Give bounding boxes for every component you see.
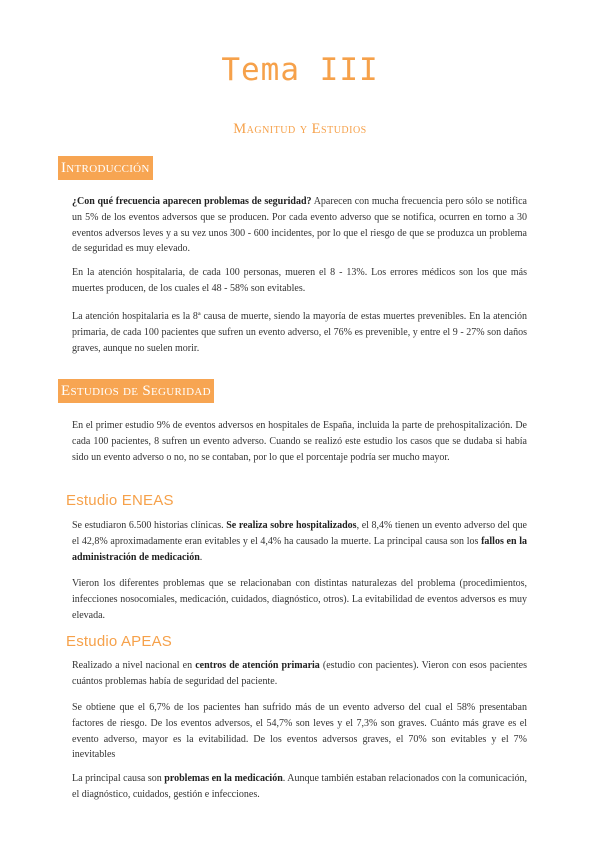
eneas-text-e: . [199, 551, 203, 563]
apeas-paragraph-1 [72, 658, 527, 690]
apeas-bold-centros: centros de atención primaria [195, 660, 320, 671]
apeas-paragraph-2: Se obtiene que el 6,7% de los pacientes han sufrido más de un evento adverso del cual el 58% presentaban factores de riesgo. De los eventos adversos, el 54,7% son leves y el 7,3% son graves. Cuánto más grave es el evento adverso, mayor es la evitabilidad. De los eventos adversos graves, el 70% son evitables y el 7% inevitables [72, 702, 527, 761]
intro-paragraph-2: En la atención hospitalaria, de cada 100 personas, mueren el 8 - 13%. Los errores médicos son los que más muertes producen, de los cuales el 48 - 58% son evitables. [72, 267, 527, 294]
eneas-text-a: Se estudiaron 6.500 historias clínicas. [72, 520, 227, 531]
seguridad-paragraph-1: En el primer estudio 9% de eventos adversos en hospitales de España, incluida la parte de prehospitalización. De cada 100 pacientes, 8 sufren un evento adverso. Cuando se realizó este estudio los casos que se dudaba si había sido un evento adverso o no, no se contaban, por lo que el porcentaje podría ser mucho mayor. [72, 420, 527, 463]
intro-question: ¿Con qué frecuencia aparecen problemas de seguridad? [72, 196, 312, 207]
subsection-heading-apeas: Estudio APEAS [66, 633, 172, 650]
subsection-heading-eneas: Estudio ENEAS [66, 492, 174, 509]
eneas-paragraph-1 [72, 518, 527, 565]
apeas-paragraph-3 [72, 771, 527, 803]
eneas-text-c: , el 8,4% tienen un evento adverso del que el 42,8% aproximadamente eran evitables y el 4,4% ha causado la muerte. La principal causa son los [72, 520, 527, 547]
eneas-bold-hospitalizados: Se realiza sobre hospitalizados [226, 520, 357, 531]
apeas-text-p3c: . Aunque también estaban relacionados con la comunicación, el diagnóstico, cuidados, gestión e infecciones. [72, 773, 527, 800]
apeas-text-a: Realizado a nivel nacional en [72, 660, 196, 671]
page-title: Tema III [221, 52, 379, 88]
page-subtitle: Magnitud y Estudios [233, 121, 367, 137]
intro-paragraph-1-text: Aparecen con mucha frecuencia pero sólo se notifica un 5% de los eventos adversos que se producen. Por cada evento adverso que se notifica, ocurren en torno a 30 eventos adversos leves y a su vez unos 300 - 600 incidentes, por lo que el riesgo de que se produzca un problema de seguridad es muy elevado. [72, 196, 527, 255]
eneas-paragraph-2: Vieron los diferentes problemas que se relacionaban con distintas naturalezas del problema (procedimientos, infecciones nosocomiales, medicación, cuidados, diagnóstico, otros). La evitabilidad de eventos adversos es muy elevada. [72, 578, 527, 621]
apeas-text-p3a: La principal causa son [72, 773, 165, 784]
section-heading-introduccion: Introducción [58, 156, 153, 180]
eneas-bold-medicacion: fallos en la administración de medicación [72, 535, 528, 563]
intro-paragraph-3: La atención hospitalaria es la 8ª causa de muerte, siendo la mayoría de estas muertes prevenibles. En la atención primaria, de cada 100 pacientes que sufren un evento adverso, el 76% es prevenible, y entre el 9 - 27% son daños graves, aunque no suelen morir. [72, 311, 527, 354]
section-heading-estudios-seguridad: Estudios de Seguridad [58, 379, 214, 403]
apeas-bold-medicacion: problemas en la medicación [164, 773, 283, 784]
apeas-text-c: (estudio con pacientes). Vieron con esos pacientes cuántos problemas había de seguridad del paciente. [72, 660, 527, 687]
intro-paragraph-1 [72, 194, 527, 257]
